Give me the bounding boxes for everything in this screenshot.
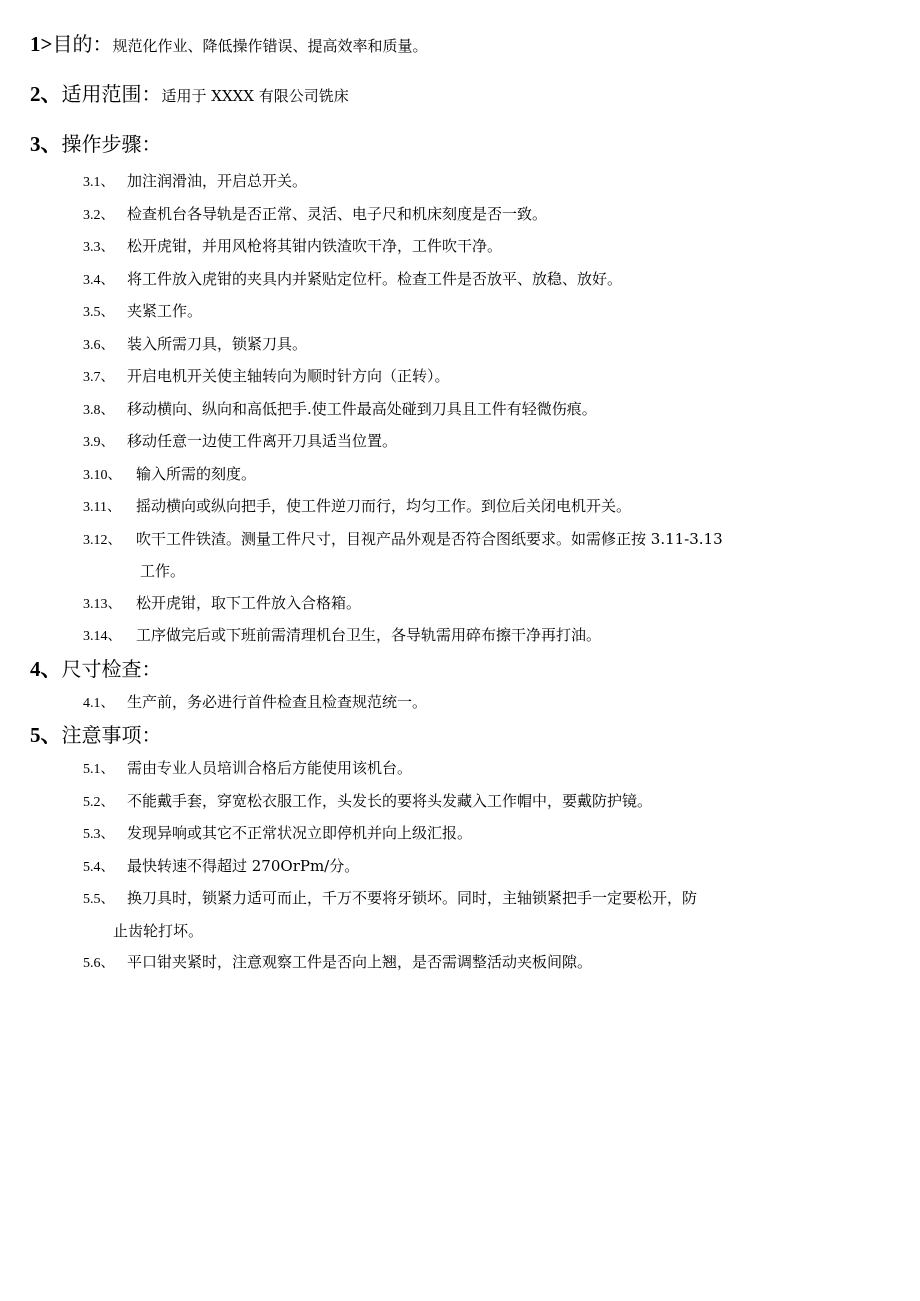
list-item bbox=[30, 199, 890, 232]
section-text: 规范化作业、降低操作错误、提高效率和质量。 bbox=[112, 37, 428, 55]
list-item bbox=[30, 491, 890, 524]
list-item bbox=[30, 361, 890, 394]
list-item bbox=[30, 786, 890, 819]
step-number: 3.12、 bbox=[83, 532, 122, 548]
step-text: 不能戴手套，穿宽松衣服工作，头发长的要将头发藏入工作帽中，要戴防护镜。 bbox=[127, 791, 653, 810]
section-number: 4、 bbox=[30, 656, 62, 681]
section-title: 操作步骤： bbox=[61, 132, 162, 156]
step-list-3 bbox=[30, 166, 890, 653]
section-title: 注意事项： bbox=[61, 723, 162, 747]
step-text: 发现异响或其它不正常状况立即停机并向上级汇报。 bbox=[127, 824, 473, 842]
list-item bbox=[30, 588, 890, 621]
section-number: 2、 bbox=[30, 82, 62, 106]
step-number: 3.3、 bbox=[83, 240, 115, 255]
step-text: 工序做完后或下班前需清理机台卫生，各导轨需用碎布擦干净再打油。 bbox=[136, 626, 602, 644]
step-number: 3.4、 bbox=[83, 272, 115, 288]
step-text: 松开虎钳，取下工件放入合格箱。 bbox=[136, 593, 362, 612]
step-number: 4.1、 bbox=[83, 695, 115, 711]
step-text: 开启电机开关使主轴转向为顺时针方向（正转）。 bbox=[127, 367, 450, 385]
list-item bbox=[30, 687, 890, 720]
step-number: 3.5、 bbox=[83, 305, 115, 320]
step-text: 摇动横向或纵向把手，使工件逆刀而行，均匀工作。到位后关闭电机开关。 bbox=[136, 497, 632, 515]
step-text: 输入所需的刻度。 bbox=[136, 464, 257, 483]
step-continuation: 止齿轮打坏。 bbox=[113, 921, 204, 940]
section-scope bbox=[30, 78, 890, 112]
step-text: 吹干工件铁渣。测量工件尺寸，目视产品外观是否符合图纸要求。如需修正按 3.11-3.13 bbox=[136, 529, 723, 548]
step-text: 将工件放入虎钳的夹具内并紧贴定位杆。检查工件是否放平、放稳、放好。 bbox=[127, 269, 623, 288]
list-item bbox=[30, 296, 890, 329]
document-body bbox=[30, 28, 890, 980]
list-item bbox=[30, 620, 890, 653]
section-text: 适用于 XXXX 有限公司铣床 bbox=[161, 87, 349, 105]
step-number: 3.13、 bbox=[83, 596, 122, 612]
step-text: 移动任意一边使工件离开刀具适当位置。 bbox=[127, 432, 398, 450]
section-number: 5、 bbox=[30, 723, 62, 747]
step-text: 装入所需刀具，锁紧刀具。 bbox=[127, 334, 308, 353]
section-number: 3、 bbox=[30, 132, 62, 156]
list-item bbox=[30, 524, 890, 557]
step-number: 3.9、 bbox=[83, 435, 115, 450]
list-item bbox=[30, 851, 890, 884]
section-title: 尺寸检查： bbox=[61, 656, 162, 681]
list-item bbox=[30, 818, 890, 851]
step-list-5 bbox=[30, 753, 890, 980]
step-number: 3.14、 bbox=[83, 629, 122, 644]
step-number: 5.2、 bbox=[83, 794, 115, 810]
step-number: 5.6、 bbox=[83, 956, 115, 971]
section-steps bbox=[30, 128, 890, 164]
step-list-4 bbox=[30, 687, 890, 720]
list-item bbox=[30, 166, 890, 199]
step-number: 5.3、 bbox=[83, 827, 115, 842]
list-item bbox=[30, 947, 890, 980]
section-number: 1> bbox=[30, 32, 53, 56]
list-item bbox=[30, 426, 890, 459]
step-text: 夹紧工作。 bbox=[127, 302, 203, 320]
step-text: 检查机台各导轨是否正常、灵活、电子尺和机床刻度是否一致。 bbox=[127, 204, 548, 223]
section-precautions bbox=[30, 719, 890, 753]
step-number: 5.4、 bbox=[83, 859, 115, 875]
list-item bbox=[30, 264, 890, 297]
section-title: 目的： bbox=[52, 32, 113, 56]
step-number: 3.1、 bbox=[83, 175, 115, 190]
step-text: 需由专业人员培训合格后方能使用该机台。 bbox=[127, 759, 413, 777]
step-text: 加注润滑油，开启总开关。 bbox=[127, 172, 308, 190]
step-text: 平口钳夹紧时，注意观察工件是否向上翘，是否需调整活动夹板间隙。 bbox=[127, 953, 593, 971]
list-item bbox=[30, 329, 890, 362]
step-text: 移动横向、纵向和高低把手.使工件最高处碰到刀具且工件有轻微伤痕。 bbox=[127, 399, 597, 418]
step-continuation: 工作。 bbox=[140, 562, 186, 580]
step-text: 最快转速不得超过 270OrPm/分。 bbox=[127, 856, 360, 875]
list-item bbox=[30, 753, 890, 786]
step-number: 5.1、 bbox=[83, 762, 115, 777]
step-text: 换刀具时，锁紧力适可而止，千万不要将牙锁坏。同时，主轴锁紧把手一定要松开，防 bbox=[127, 889, 698, 907]
step-number: 3.10、 bbox=[83, 467, 122, 483]
list-item bbox=[30, 231, 890, 264]
step-text: 松开虎钳，并用风枪将其钳内铁渣吹干净，工件吹干净。 bbox=[127, 237, 503, 255]
section-dimension-check bbox=[30, 653, 890, 687]
step-number: 3.8、 bbox=[83, 402, 115, 418]
step-number: 3.2、 bbox=[83, 207, 115, 223]
list-item bbox=[30, 883, 890, 916]
step-text: 生产前，务必进行首件检查且检查规范统一。 bbox=[127, 692, 428, 711]
step-number: 5.5、 bbox=[83, 892, 115, 907]
section-title: 适用范围： bbox=[61, 82, 162, 106]
section-purpose bbox=[30, 28, 890, 62]
list-item bbox=[30, 459, 890, 492]
step-number: 3.6、 bbox=[83, 337, 115, 353]
list-item bbox=[30, 394, 890, 427]
step-number: 3.7、 bbox=[83, 370, 115, 385]
step-number: 3.11、 bbox=[83, 500, 121, 515]
